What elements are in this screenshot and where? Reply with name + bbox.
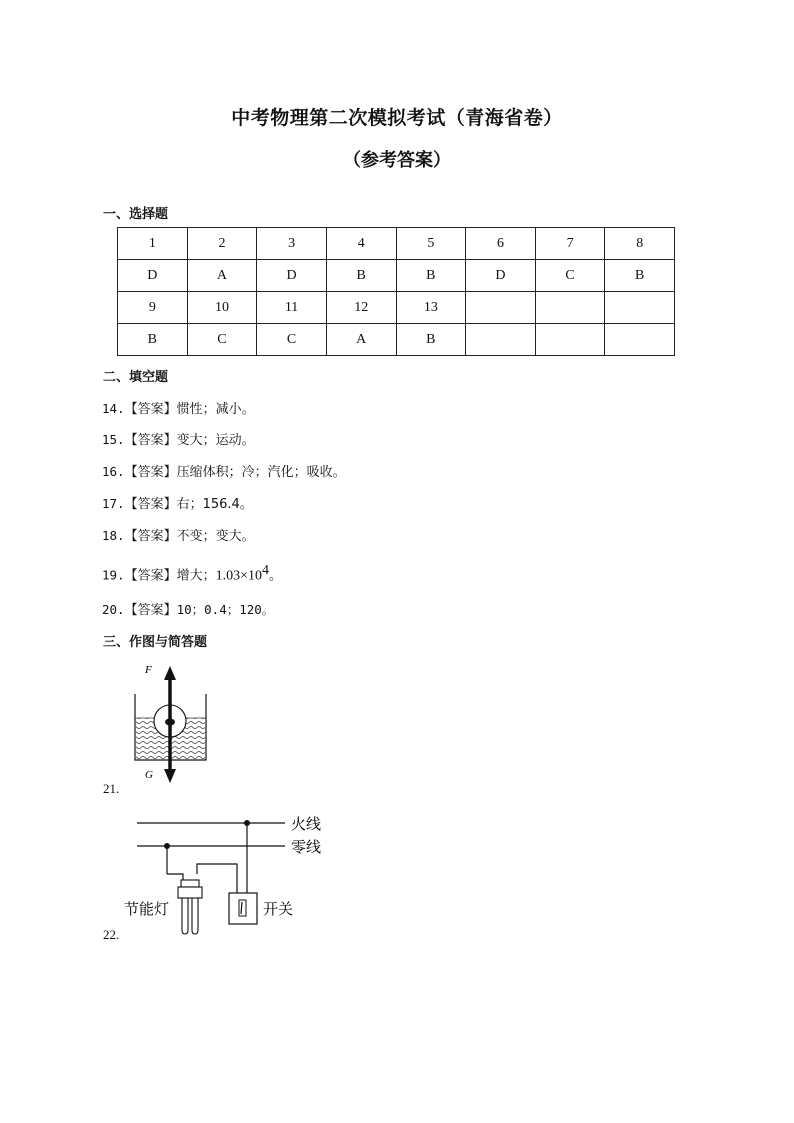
figure-number-21: 21. <box>103 781 120 796</box>
answer-tag: 【答案】 <box>124 529 177 544</box>
answer-item-20 <box>102 599 274 618</box>
page-subtitle: （参考答案） <box>343 150 451 171</box>
question-number-cell: 13 <box>396 292 466 324</box>
question-number-cell <box>466 292 536 324</box>
answer-cell <box>535 324 605 356</box>
answer-number: 18. <box>102 528 125 543</box>
answer-tag: 【答案】 <box>124 465 177 480</box>
center-of-mass <box>165 719 175 726</box>
question-number-cell: 1 <box>118 228 188 260</box>
answer-number: 14. <box>102 401 125 416</box>
answer-row <box>118 260 675 292</box>
question-number-cell: 8 <box>605 228 675 260</box>
label-neutral-wire: 零线 <box>291 838 322 856</box>
answer-tag: 【答案】 <box>124 568 177 584</box>
answer-cell <box>466 324 536 356</box>
question-number-cell: 2 <box>187 228 257 260</box>
answer-cell: B <box>396 324 466 356</box>
answer-cell: B <box>118 324 188 356</box>
buoyancy-figure <box>125 660 215 790</box>
question-number-cell: 4 <box>326 228 396 260</box>
answer-number: 20. <box>102 602 125 617</box>
lamp-base <box>181 880 199 887</box>
answer-item-15 <box>102 429 255 448</box>
answer-item-14 <box>102 398 255 417</box>
answer-text: 变大；运动。 <box>176 433 255 448</box>
answer-cell <box>605 324 675 356</box>
answer-number: 19. <box>102 567 125 583</box>
answer-tag: 【答案】 <box>124 433 177 448</box>
question-number-cell <box>605 292 675 324</box>
answer-row <box>118 324 675 356</box>
answer-text: 右；156.4。 <box>176 497 253 512</box>
answer-table <box>117 227 675 356</box>
label-live-wire: 火线 <box>291 815 322 833</box>
answer-item-16 <box>102 461 346 480</box>
question-number-cell: 10 <box>187 292 257 324</box>
section-heading-fill: 二、填空题 <box>103 370 169 385</box>
answer-text-end: 。 <box>269 568 283 584</box>
answer-text: 10；0.4；120。 <box>176 602 275 617</box>
question-number-cell: 11 <box>257 292 327 324</box>
answer-cell: B <box>605 260 675 292</box>
answer-cell: D <box>466 260 536 292</box>
answer-cell: D <box>118 260 188 292</box>
answer-text: 不变；变大。 <box>176 529 255 544</box>
label-switch: 开关 <box>263 900 294 918</box>
section-heading-choice: 一、选择题 <box>103 207 169 222</box>
answer-text: 增大； <box>176 568 216 584</box>
question-number-row <box>118 228 675 260</box>
label-g: G <box>145 769 153 781</box>
page-title: 中考物理第二次模拟考试（青海省卷） <box>231 107 563 129</box>
answer-number: 17. <box>102 496 125 511</box>
answer-cell: C <box>535 260 605 292</box>
answer-text: 压缩体积；冷；汽化；吸收。 <box>176 465 346 480</box>
label-lamp: 节能灯 <box>124 900 170 918</box>
math-exponent: 4 <box>262 563 270 578</box>
circuit-figure <box>120 810 340 935</box>
question-number-cell: 5 <box>396 228 466 260</box>
question-number-cell: 6 <box>466 228 536 260</box>
lamp-tube-right <box>192 898 198 934</box>
answer-item-18 <box>102 525 255 544</box>
math-base: 1.03×10 <box>215 568 263 584</box>
question-number-cell <box>535 292 605 324</box>
answer-item-19 <box>102 563 282 584</box>
question-number-cell: 3 <box>257 228 327 260</box>
question-number-cell: 9 <box>118 292 188 324</box>
answer-cell: B <box>396 260 466 292</box>
answer-tag: 【答案】 <box>124 402 177 417</box>
label-f: F <box>145 664 152 676</box>
lamp-holder <box>178 887 202 898</box>
question-number-cell: 7 <box>535 228 605 260</box>
answer-cell: C <box>187 324 257 356</box>
answer-number: 16. <box>102 464 125 479</box>
answer-cell: A <box>326 324 396 356</box>
question-number-row <box>118 292 675 324</box>
answer-cell: A <box>187 260 257 292</box>
lamp-tube-left <box>182 898 188 934</box>
answer-number: 15. <box>102 432 125 447</box>
question-number-cell: 12 <box>326 292 396 324</box>
answer-item-17 <box>102 493 253 512</box>
answer-cell: C <box>257 324 327 356</box>
section-heading-drawing: 三、作图与简答题 <box>103 635 208 650</box>
answer-tag: 【答案】 <box>124 603 177 618</box>
figure-number-22: 22. <box>103 927 120 942</box>
answer-cell: B <box>326 260 396 292</box>
answer-cell: D <box>257 260 327 292</box>
answer-tag: 【答案】 <box>124 497 177 512</box>
answer-text: 惯性；减小。 <box>176 402 255 417</box>
